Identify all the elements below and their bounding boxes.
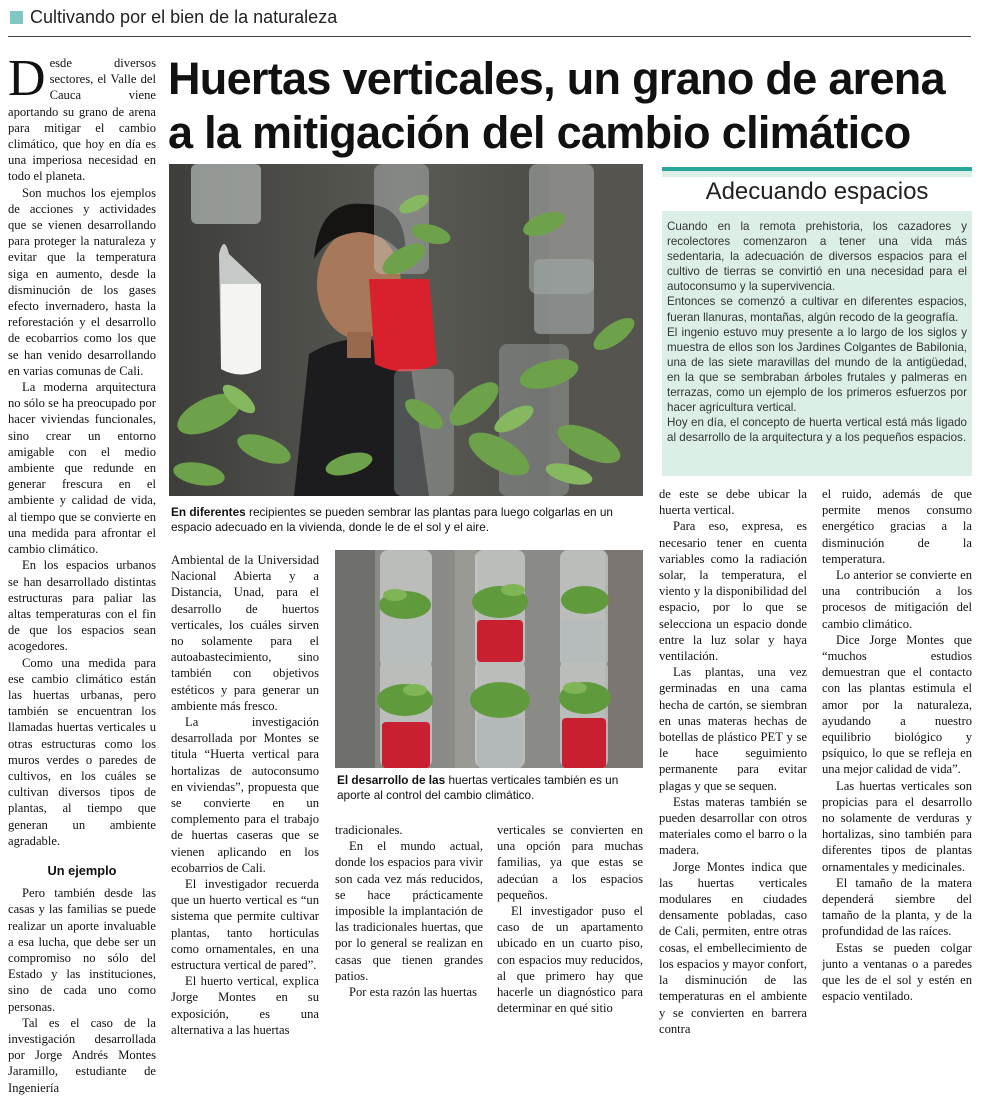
section-marker-icon: [10, 11, 23, 24]
paragraph: En los espacios urbanos se han desarrollado distintas estructuras para paliar las altas temperaturas con el fin de que los espacios sean acogedores.: [8, 558, 156, 654]
paragraph: La investigación desarrollada por Montes se titula “Huerta vertical para hortalizas de autoconsumo en viviendas”, propuesta que se convierte en un complemento para el trabajo de huertas caseras que se vienen aplicando en los ecobarrios de Cali.: [171, 715, 319, 875]
section-title: Cultivando por el bien de la naturaleza: [30, 7, 338, 27]
paragraph: Las plantas, una vez germinadas en una cama hecha de cartón, se siembran en unas materas hechas de botellas de plástico PET y se le hace seguimiento permanente para evitar plagas y que se sequen.: [659, 665, 807, 793]
sidebar-paragraph: El ingenio estuvo muy presente a lo largo de los siglos y muestra de ellos son los Jardines Colgantes de Babilonia, una de las siete maravillas del mundo de la antigüedad, en la que se sembraban árboles frutales y palmeras en terrazas, como un ejemplo de los primeros esfuerzos por hacer agricultura vertical.: [667, 325, 967, 415]
main-photo-caption: En diferentes recipientes se pueden sembrar las plantas para luego colgarlas en un espacio adecuado en la vivienda, donde le de el sol y el aire.: [171, 505, 613, 534]
header-rule: [8, 36, 971, 37]
paragraph: Ambiental de la Universidad Nacional Abierta y a Distancia, Unad, para el desarrollo de huertos verticales, los cuáles sirven no solamente para el autoabastecimiento, sino también con objetivos estéticos y para generar un ambiente más fresco.: [171, 553, 319, 713]
sidebar-paragraph: Entonces se comenzó a cultivar en diferentes espacios, fueran llanuras, montañas, algún recodo de la geografía.: [667, 295, 967, 324]
subheading: Un ejemplo: [47, 862, 117, 878]
paragraph: El tamaño de la matera dependerá siembre del tamaño de la planta, y de la profundidad de las raíces.: [822, 875, 972, 939]
paragraph: La moderna arquitectura no sólo se ha preocupado por hacer viviendas funcionales, sino crear un entorno amigable con el medio ambiente que redunde en generar frescura en el ambiente y calidad de vida, al tiempo que se convierte en una medida para afrontar el cambio climático.: [8, 380, 156, 557]
paragraph: de este se debe ubicar la huerta vertical.: [659, 487, 807, 518]
drop-cap: D: [8, 50, 46, 107]
column-5: [659, 486, 807, 1036]
paragraph: Lo anterior se convierte en una contribución a los procesos de mitigación del cambio climático.: [822, 568, 972, 631]
column-4: [497, 822, 643, 1016]
sidebar-box: [662, 167, 972, 476]
paragraph: verticales se convierten en una opción para muchas familias, ya que estas se adecúan a los espacios pequeños.: [497, 823, 643, 902]
main-photo-image: [169, 164, 643, 496]
sidebar-text: [662, 211, 972, 445]
paragraph: Pero también desde las casas y las familias se puede realizar un aporte invaluable a esa lucha, que debe ser un compromiso no sólo del Estado y las instituciones, sino de cada uno como personas.: [8, 886, 156, 1014]
sidebar-title: Adecuando espacios: [662, 177, 972, 211]
section-header: [10, 7, 337, 27]
paragraph: el ruido, además de que permite menos consumo energético gracias a la disminución de la temperatura.: [822, 487, 972, 566]
paragraph: El investigador puso el caso de un apartamento ubicado en un cuarto piso, con espacios muy reducidos, al que primero hay que hacerle un diagnóstico para determinar en qué sitio: [497, 904, 643, 1016]
column-6: [822, 486, 972, 1004]
sidebar-paragraph: Hoy en día, el concepto de huerta vertical está más ligado al desarrollo de la arquitectura y a los pequeños espacios.: [667, 416, 967, 445]
paragraph: Por esta razón las huertas: [349, 985, 477, 1000]
paragraph: Son muchos los ejemplos de acciones y actividades que se vienen desarrollando para proteger la naturaleza y evitar que la temperatura siga en aumento, desde la disminución de los gases efecto invernadero, hasta la reforestación y el desarrollo de ecobarrios como los que se han venido desarrollando en varias comunas de Cali.: [8, 185, 156, 378]
paragraph: Como una medida para ese cambio climático están las huertas urbanas, pero también se encuentran los llamadas huertas verticales u otras estructuras como los muros verdes o paredes de cultivos, en los cuáles se cultivan diversos tipos de plantas, al tiempo que generan un ambiente agradable.: [8, 655, 156, 848]
headline: Huertas verticales, un grano de arena a la mitigación del cambio climático: [168, 53, 945, 158]
secondary-photo-image: [335, 550, 643, 768]
paragraph: El huerto vertical, explica Jorge Montes en su exposición, es una alternativa a las huertas: [171, 974, 319, 1037]
main-photo: [169, 164, 643, 496]
paragraph: tradicionales.: [335, 823, 403, 837]
paragraph: En el mundo actual, donde los espacios para vivir son cada vez más reducidos, se hace prácticamente imposible la implantación de las tradicionales huertas, que por lo general se realizan en casas que tienen grandes patios.: [335, 839, 483, 983]
column-3: [335, 822, 483, 1000]
paragraph: El investigador recuerda que un huerto vertical es “un sistema que permite cultivar plantas, tanto horticulas como ornamentales, en una estructura vertical de pared”.: [171, 877, 319, 973]
lead-paragraph: Desde diversos sectores, el Valle del Cauca viene aportando su grano de arena para mitigar el cambio climático, que hoy en día es una imperiosa necesidad en todo el planeta.: [8, 50, 156, 184]
column-1: [8, 50, 156, 1095]
paragraph: Jorge Montes indica que las huertas verticales modulares en ciudades densamente pobladas, caso de Cali, permiten, entre otras cosas, el embellecimiento de los espacios y mayor confort, la disminución de las temperaturas en el ambiente y se convierten en barrera contra: [659, 859, 807, 1036]
column-2: [171, 552, 319, 1037]
paragraph: Tal es el caso de la investigación desarrollada por Jorge Andrés Montes Jaramillo, estudiante de Ingeniería: [8, 1015, 156, 1095]
paragraph: Para eso, expresa, es necesario tener en cuenta variables como la radiación solar, la temperatura, el viento y la disponibilidad del espacio, por lo que se selecciona un espacio donde entre la luz solar y haya ventilación.: [659, 519, 807, 664]
secondary-photo: [335, 550, 643, 768]
paragraph: Dice Jorge Montes que “muchos estudios demuestran que el contacto con las plantas estimula el amor por la naturaleza, ayudando a nuestro equilibrio biológico y psíquico, lo que se refleja en una mejor calidad de vida”.: [822, 632, 972, 777]
paragraph: Estas materas también se pueden desarrollar con otros materiales como el barro o la madera.: [659, 794, 807, 858]
paragraph: Las huertas verticales son propicias para el desarrollo no solamente de verduras y hortalizas, sino también para diferentes tipos de plantas ornamentales y medicinales.: [822, 778, 972, 874]
secondary-photo-caption: El desarrollo de las huertas verticales también es un aporte al control del cambio climático.: [337, 773, 619, 802]
paragraph: Estas se pueden colgar junto a ventanas o a paredes que les de el sol y estén en espacio ventilado.: [822, 940, 972, 1004]
sidebar-paragraph: Cuando en la remota prehistoria, los cazadores y recolectores comenzaron a tener una vida más sedentaria, la adecuación de diversos espacios para el cultivo de tierras se convirtió en una necesidad para el autoconsumo y la supervivencia.: [667, 220, 967, 294]
